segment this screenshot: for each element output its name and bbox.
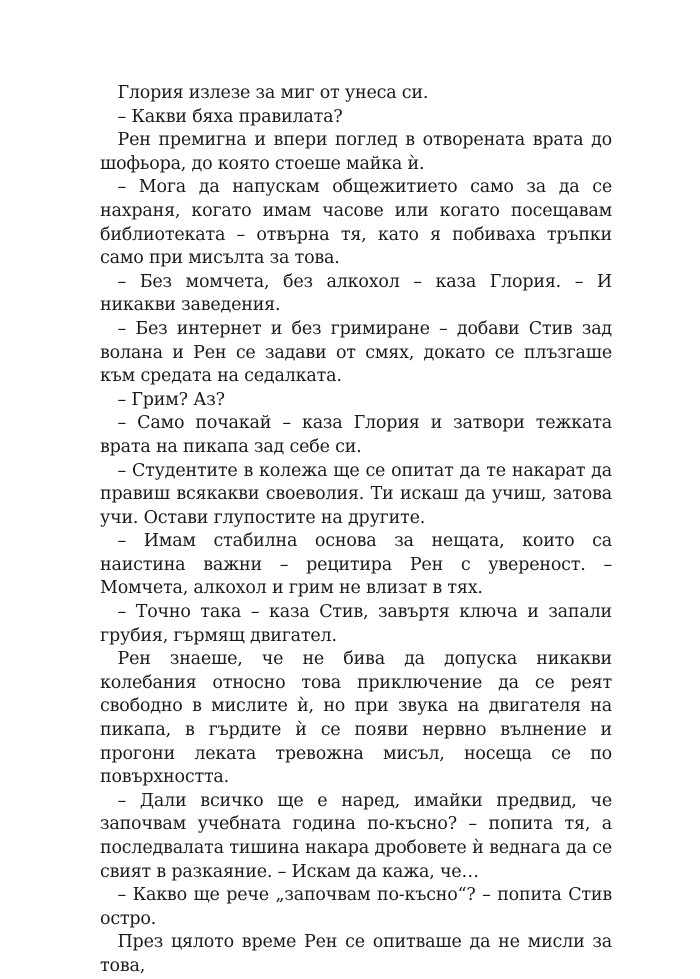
paragraph: – Само почакай – каза Глория и затвори тежката врата на пикапа зад себе си.: [100, 413, 612, 457]
paragraph: През цялото време Рен се опитваше да не мисли за това,: [100, 932, 612, 976]
paragraph: – Мога да напускам общежитието само за да се нахраня, когато имам часове или когато посещавам библиотеката – отвърна тя, като я побиваха тръпки само при мисълта за това.: [100, 177, 612, 269]
paragraph: – Какви бяха правилата?: [117, 106, 343, 127]
paragraph: Рен премигна и впери поглед в отворената врата до шофьора, до която стоеше майка ѝ.: [100, 130, 612, 174]
paragraph: – Студентите в колежа ще се опитат да те накарат да правиш всякакви своеволия. Ти искаш да учиш, затова учи. Остави глупостите на другите.: [100, 460, 612, 528]
paragraph: – Без момчета, без алкохол – каза Глория. – И никакви заведения.: [100, 271, 612, 316]
paragraph: – Без интернет и без гримиране – добави Стив зад волана и Рен се задави от смях, докато се плъзгаше към средата на седалката.: [100, 318, 612, 387]
paragraph: – Дали всичко ще е наред, имайки предвид, че започвам учебната година по-късно? – попита тя, а последвалата тишина накара дробовете ѝ веднага да се свият в разкаяние. – Искам да кажа, че…: [100, 790, 612, 882]
paragraph: – Грим? Аз?: [117, 389, 225, 410]
paragraph: – Точно така – каза Стив, завъртя ключа и запали грубия, гърмящ двигател.: [100, 602, 612, 646]
paragraph: – Какво ще рече „започвам по-късно“? – попита Стив остро.: [100, 885, 612, 929]
paragraph: Рен знаеше, че не бива да допуска никакви колебания относно това приключение да се реят свободно в мислите ѝ, но при звука на двигателя на пикапа, в гърдите ѝ се появи нервно вълнение и прогони леката тревожна мисъл, носеща се по повърхността.: [100, 649, 612, 788]
paragraph: Глория излезе за миг от унеса си.: [117, 83, 429, 103]
paragraph: – Имам стабилна основа за нещата, които са наистина важни – рецитира Рен с увереност. – Момчета, алкохол и грим не влизат в тях.: [100, 531, 612, 599]
book-page-text: [100, 82, 612, 979]
